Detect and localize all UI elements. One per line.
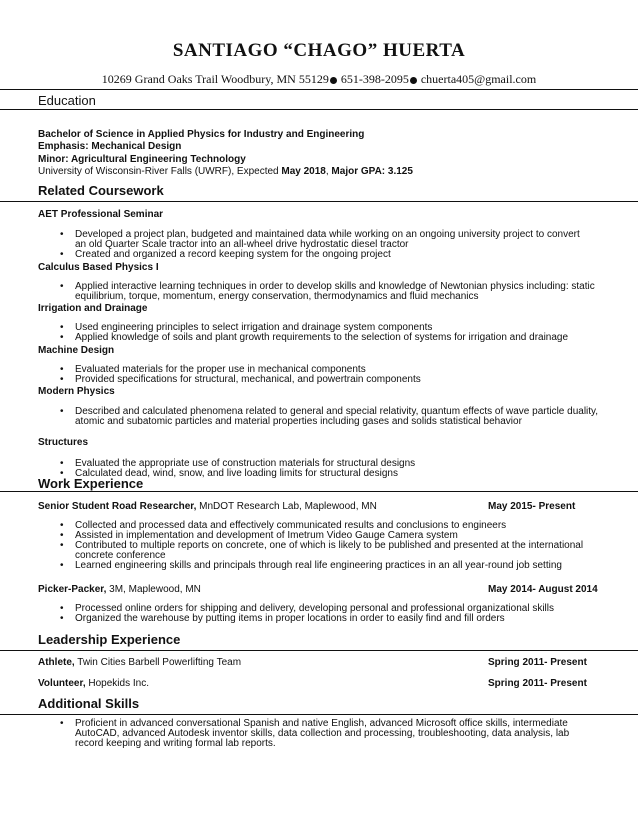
section-divider [0,201,638,202]
separator: , [325,166,332,177]
list-item: • Contributed to multiple reports on concrete, one of which is likely to be published and presented at the international concrete conference [60,541,590,561]
leadership-role: Athlete, [38,657,75,668]
address: 10269 Grand Oaks Trail Woodbury, MN 55129 [101,72,329,86]
section-divider [0,109,638,110]
list-item: • Used engineering principles to select irrigation and drainage system components [60,323,638,333]
job-dates: May 2015- Present [488,501,576,512]
section-divider [0,491,638,492]
job-bullets [60,604,610,624]
job-dates: May 2014- August 2014 [488,584,598,595]
list-item: • Evaluated materials for the proper use in mechanical components [60,365,580,375]
course-bullets [60,365,580,385]
bullet-separator-icon [330,77,337,84]
course-bullets [60,323,638,343]
list-item: • Provided specifications for structural, mechanical, and powertrain components [60,375,580,385]
course-title: Irrigation and Drainage [38,303,148,314]
list-item: • Learned engineering skills and principals through real life engineering practices in an all year-round job setting [60,561,590,571]
email: chuerta405@gmail.com [420,72,537,86]
expected-date: May 2018 [281,166,326,177]
skills-bullets [60,719,600,749]
degree: Bachelor of Science in Applied Physics for Industry and Engineering [38,129,365,140]
list-item: • Developed a project plan, budgeted and maintained data while working on an ongoing university project to convert an old Quarter Scale tractor into an all-wheel drive hydrostatic diesel tractor [60,230,580,250]
list-item: • Proficient in advanced conversational Spanish and native English, advanced Microsoft office skills, intermediate AutoCAD, advanced Autodesk inventor skills, data collection and processing, troubleshooting, data analysis, lab record keeping and writing formal lab reports. [60,719,600,749]
course-title: Modern Physics [38,386,115,397]
job-title-line [38,501,377,512]
phone: 651-398-2095 [340,72,409,86]
minor: Minor: Agricultural Engineering Technology [38,154,246,165]
gpa: Major GPA: 3.125 [331,166,413,177]
course-title: Structures [38,437,89,448]
leadership-dates: Spring 2011- Present [488,657,587,668]
school: University of Wisconsin-River Falls (UWRF), Expected [38,166,282,177]
school-line [38,166,413,177]
leadership-org: Twin Cities Barbell Powerlifting Team [74,657,242,668]
course-title: Calculus Based Physics I [38,262,159,273]
leadership-line [38,657,241,668]
leadership-org: Hopekids Inc. [85,678,149,689]
list-item: • Described and calculated phenomena related to general and special relativity, quantum effects of wave particle duality, atomic and subatomic particles and material properties including gases and solids statistical behavior [60,407,605,427]
emphasis: Emphasis: Mechanical Design [38,141,182,152]
course-title: Machine Design [38,345,115,356]
leadership-role: Volunteer, [38,678,86,689]
leadership-dates: Spring 2011- Present [488,678,587,689]
course-bullets [60,230,580,260]
list-item: • Applied knowledge of soils and plant growth requirements to the selection of systems for irrigation and drainage [60,333,638,343]
course-title: AET Professional Seminar [38,209,164,220]
job-role: Senior Student Road Researcher, [38,501,197,512]
course-bullets [60,282,605,302]
list-item: • Evaluated the appropriate use of construction materials for structural designs [60,459,580,469]
list-item: • Applied interactive learning techniques in order to develop skills and knowledge of Newtonian physics including: static equilibrium, torque, momentum, energy conservation, thermodynamics and fluid mechanics [60,282,605,302]
section-divider [0,650,638,651]
list-item: • Processed online orders for shipping and delivery, developing personal and professional organizational skills [60,604,610,614]
list-item: • Collected and processed data and effectively communicated results and conclusions to engineers [60,521,590,531]
candidate-name: SANTIAGO “CHAGO” HUERTA [172,40,466,61]
list-item: • Calculated dead, wind, snow, and live loading limits for structural designs [60,469,580,479]
leadership-line [38,678,149,689]
contact-line [0,72,638,87]
course-bullets [60,407,605,427]
section-heading-coursework: Related Coursework [38,183,164,198]
section-heading-work: Work Experience [38,476,144,491]
list-item: • Organized the warehouse by putting items in proper locations in order to easily find and fill orders [60,614,610,624]
job-org: MnDOT Research Lab, Maplewood, MN [196,501,377,512]
bullet-separator-icon [410,77,417,84]
list-item: • Created and organized a record keeping system for the ongoing project [60,250,580,260]
section-heading-leadership: Leadership Experience [38,632,181,647]
section-heading-education: Education [38,93,96,108]
job-role: Picker-Packer, [38,584,107,595]
section-divider [0,714,638,715]
job-title-line [38,584,201,595]
section-divider [0,89,638,90]
list-item: • Assisted in implementation and development of Imetrum Video Gauge Camera system [60,531,590,541]
job-bullets [60,521,590,571]
job-org: 3M, Maplewood, MN [106,584,201,595]
section-heading-skills: Additional Skills [38,696,140,711]
